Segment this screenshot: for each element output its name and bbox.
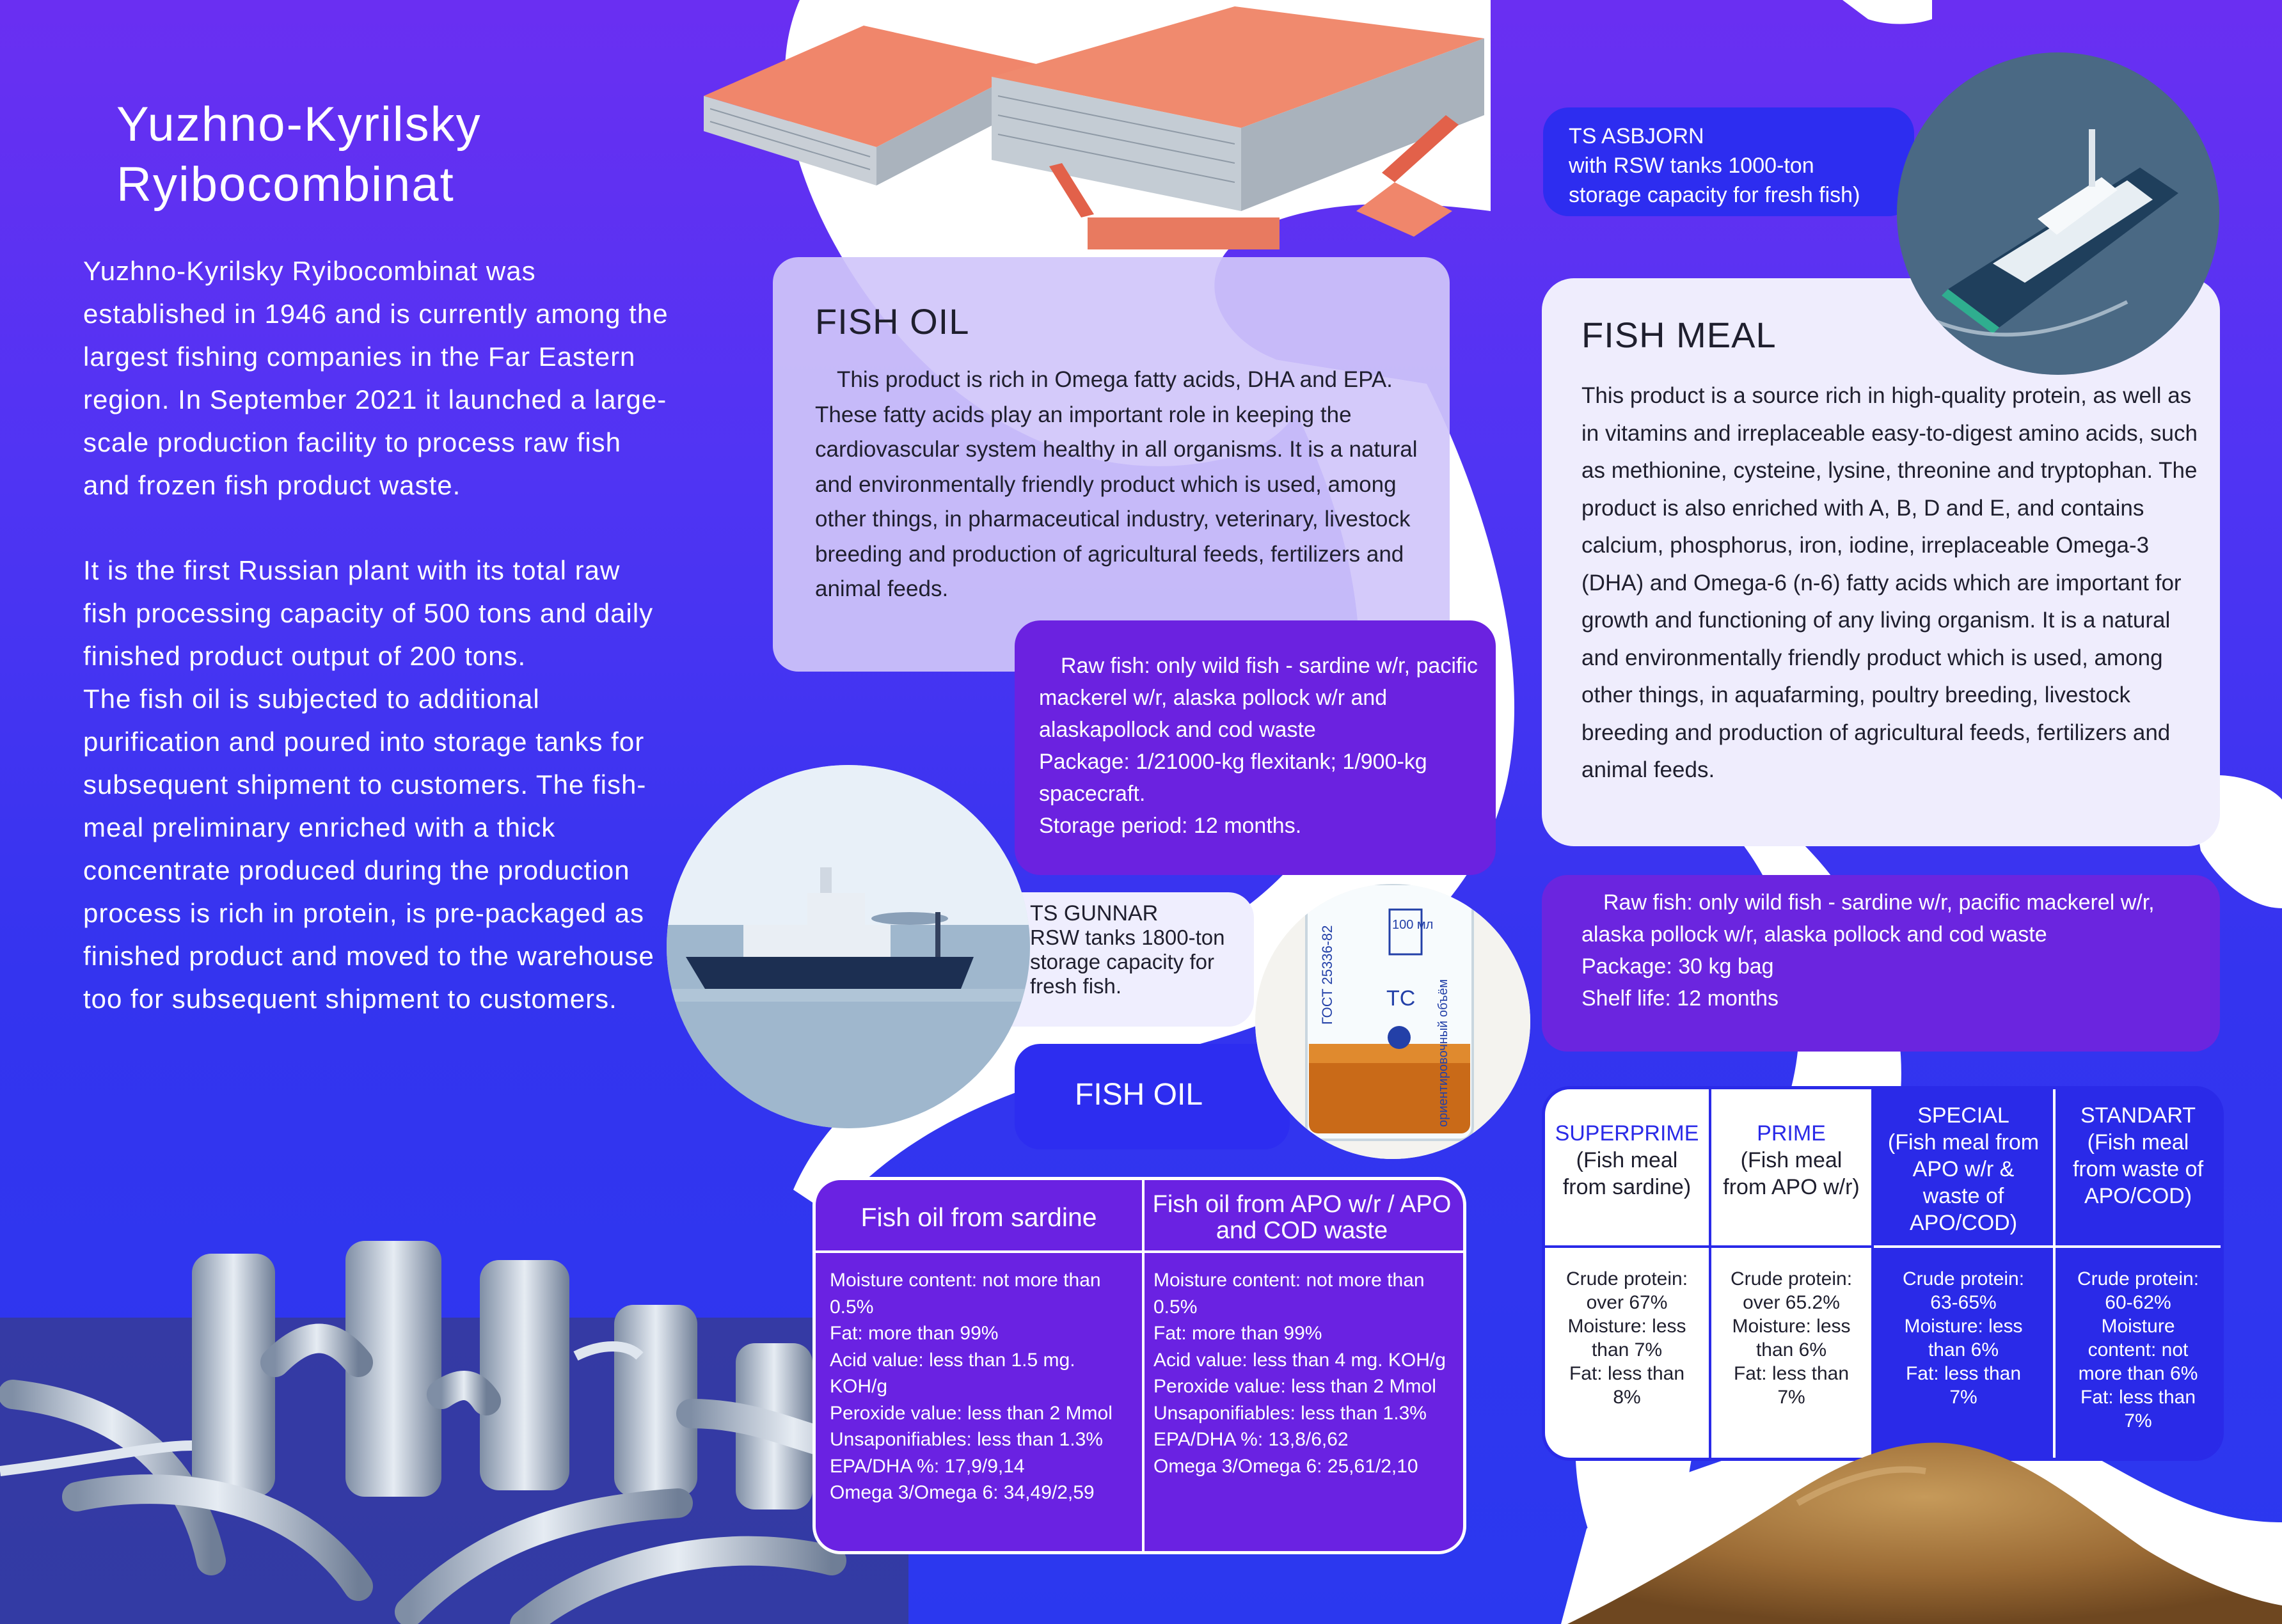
meal-table-cell-line: 63-65% bbox=[1930, 1292, 1997, 1313]
company-intro bbox=[83, 249, 672, 1020]
meal-grade-name: SUPERPRIME bbox=[1555, 1121, 1699, 1146]
oil-table-col1-line: Omega 3/Omega 6: 34,49/2,59 bbox=[830, 1482, 1095, 1503]
meal-table-cell-line: Fat: less than bbox=[1569, 1363, 1685, 1384]
oil-table-col1-line: Acid value: less than 1.5 mg. KOH/g bbox=[830, 1349, 1075, 1397]
asbjorn-name: TS ASBJORN bbox=[1569, 124, 1704, 148]
company-title-line2: Ryibocombinat bbox=[116, 157, 455, 212]
fish-meal-heading: FISH MEAL bbox=[1581, 315, 1777, 355]
meal-table-cell-line: 60-62% bbox=[2105, 1292, 2171, 1313]
fish-meal-raw-fish: Raw fish: only wild fish - sardine w/r, pacific mackerel w/r, alaska pollock w/r, alaska pollock and cod waste bbox=[1581, 890, 2155, 947]
ts-asbjorn-photo bbox=[1897, 52, 2219, 375]
company-title bbox=[116, 95, 564, 215]
meal-grade-name: PRIME bbox=[1757, 1121, 1826, 1146]
meal-table-cell-line: Moisture: less bbox=[1732, 1316, 1851, 1337]
oil-table-col2-line: Unsaponifiables: less than 1.3% bbox=[1153, 1402, 1427, 1424]
meal-table-header bbox=[1545, 1120, 1709, 1201]
fish-meal-pile-illustration bbox=[1567, 1394, 2282, 1624]
meal-table-cell-line: Crude protein: bbox=[1902, 1268, 2025, 1289]
asbjorn-line3: storage capacity for fresh fish) bbox=[1569, 183, 1860, 207]
meal-table-cell-line: Fat: less than bbox=[1905, 1363, 2022, 1384]
meal-grade-desc: (Fish meal from waste of APO/COD) bbox=[2072, 1130, 2204, 1208]
asbjorn-label-box bbox=[1543, 107, 1914, 216]
industrial-pipes-illustration bbox=[0, 1202, 908, 1624]
bottle-gost-text: ГОСТ 25336-82 bbox=[1319, 925, 1335, 1025]
meal-table-header bbox=[1874, 1102, 2053, 1236]
bottle-mark-text: TC bbox=[1386, 986, 1416, 1011]
meal-grade-desc: (Fish meal from sardine) bbox=[1562, 1148, 1692, 1199]
bottle-side-text: ориентировочный объём bbox=[1436, 979, 1450, 1127]
meal-grade-name: STANDART bbox=[2080, 1103, 2196, 1128]
meal-table-cell-line: Moisture bbox=[2101, 1316, 2175, 1337]
fish-oil-label-box bbox=[1015, 1044, 1290, 1149]
fish-oil-heading: FISH OIL bbox=[815, 301, 970, 342]
oil-table-col1-line: Fat: more than 99% bbox=[830, 1323, 999, 1344]
oil-table-col1-line: EPA/DHA %: 17,9/9,14 bbox=[830, 1455, 1025, 1477]
oil-table-col1-header: Fish oil from sardine bbox=[860, 1202, 1097, 1232]
meal-table-cell-line: more than 6% bbox=[2078, 1363, 2198, 1384]
meal-table-cell-line: than 7% bbox=[1591, 1339, 1663, 1360]
fish-oil-description: This product is rich in Omega fatty acids, DHA and EPA. These fatty acids play an important role in keeping the cardiovascular system healthy in all organisms. It is a natural and environmentally friendly product which is used, among other things, in pharmaceutical industry, veterinary, livestock breeding and production of agricultural feeds, fertilizers and animal feeds. bbox=[815, 367, 1418, 601]
meal-table-cell-line: over 65.2% bbox=[1743, 1292, 1840, 1313]
oil-table-col2-line: Omega 3/Omega 6: 25,61/2,10 bbox=[1153, 1455, 1418, 1477]
gunnar-name: TS GUNNAR bbox=[1030, 901, 1159, 926]
beaker-icon bbox=[1255, 884, 1530, 1159]
ship-gunnar-icon bbox=[667, 765, 1030, 1128]
ship-asbjorn-icon bbox=[1897, 52, 2219, 375]
intro-paragraph-1: Yuzhno-Kyrilsky Ryibocombinat was established in 1946 and is currently among the largest fishing companies in the Far Eastern region. In September 2021 it launched a large-scale production facility to process raw fish and frozen fish product waste. bbox=[83, 256, 669, 500]
meal-table-cell-line: 7% bbox=[2124, 1410, 2152, 1431]
oil-table-col2 bbox=[1153, 1267, 1461, 1479]
oil-table-col2-line: Acid value: less than 4 mg. KOH/g bbox=[1153, 1349, 1446, 1371]
meal-table-cell-line: content: not bbox=[2088, 1339, 2189, 1360]
fish-meal-shelf-life: Shelf life: 12 months bbox=[1581, 986, 1779, 1011]
fish-meal-description: This product is a source rich in high-quality protein, as well as in vitamins and irreplaceable easy-to-digest amino acids, such as methionine, cysteine, lysine, threonine and tryptophan. The product is also enriched with A, B, D and E, and contains calcium, phosphorus, iron, iodine, irreplaceable Omega-3 (DHA) and Omega-6 (n-6) fatty acids which are important for growth and functioning of any living organism. It is a natural and environmentally friendly product which is used, among other things, in aquafarming, poultry breeding, livestock breeding and production of agricultural feeds, fertilizers and animal feeds. bbox=[1581, 383, 2198, 782]
meal-table-cell bbox=[1874, 1267, 2053, 1409]
fish-meal-specs-box bbox=[1542, 875, 2220, 1052]
meal-table-cell-line: Fat: less than bbox=[1733, 1363, 1850, 1384]
meal-table-cell-line: Moisture: less bbox=[1904, 1316, 2023, 1337]
fish-oil-card bbox=[773, 257, 1450, 672]
gunnar-desc: RSW tanks 1800-ton storage capacity for fresh fish. bbox=[1030, 926, 1225, 998]
intro-paragraph-3: The fish oil is subjected to additional purification and poured into storage tanks for subsequent shipment to customers. The fish-meal preliminary enriched with a thick concentrate produced during the production process is rich in protein, is pre-packaged as finished product and moved to the warehouse too for subsequent shipment to customers. bbox=[83, 684, 654, 1014]
oil-table-col2-line: Moisture content: not more than 0.5% bbox=[1153, 1270, 1425, 1318]
meal-grade-desc: (Fish meal from APO w/r & waste of APO/COD) bbox=[1887, 1130, 2040, 1235]
meal-table-header bbox=[1711, 1120, 1871, 1201]
fish-meal-package: Package: 30 kg bag bbox=[1581, 954, 1774, 979]
meal-table-cell-line: 8% bbox=[1613, 1387, 1641, 1408]
oil-bottle-photo bbox=[1255, 884, 1530, 1159]
asbjorn-line2: with RSW tanks 1000-ton bbox=[1569, 154, 1814, 178]
meal-table-cell bbox=[1711, 1267, 1871, 1409]
fish-oil-package: Package: 1/21000-kg flexitank; 1/900-kg spacecraft. bbox=[1039, 750, 1427, 806]
fish-oil-raw-fish: Raw fish: only wild fish - sardine w/r, pacific mackerel w/r, alaska pollock w/r and alaskapollock and cod waste bbox=[1039, 654, 1478, 742]
meal-grade-desc: (Fish meal from APO w/r) bbox=[1723, 1148, 1860, 1199]
fish-oil-specs-box bbox=[1015, 620, 1496, 875]
fish-oil-label: FISH OIL bbox=[1075, 1078, 1203, 1112]
oil-table-col2-line: Peroxide value: less than 2 Mmol bbox=[1153, 1376, 1436, 1397]
meal-table-cell-line: 7% bbox=[1777, 1387, 1805, 1408]
company-title-line1: Yuzhno-Kyrilsky bbox=[116, 97, 482, 152]
meal-table-cell bbox=[1545, 1267, 1709, 1409]
ts-gunnar-photo bbox=[667, 765, 1030, 1128]
meal-table-cell-line: 7% bbox=[1949, 1387, 1977, 1408]
meal-table-cell-line: than 6% bbox=[1755, 1339, 1827, 1360]
factory-building-illustration bbox=[691, 0, 1491, 256]
intro-paragraph-2: It is the first Russian plant with its total raw fish processing capacity of 500 tons and daily finished product output of 200 tons. bbox=[83, 555, 654, 671]
bottle-volume-text: 100 мл bbox=[1392, 918, 1434, 932]
meal-grade-name: SPECIAL bbox=[1917, 1103, 2009, 1128]
oil-table-col1-line: Moisture content: not more than 0.5% bbox=[830, 1270, 1101, 1318]
meal-table-cell-line: than 6% bbox=[1928, 1339, 1999, 1360]
meal-table-cell-line: Moisture: less bbox=[1567, 1316, 1686, 1337]
fish-meal-card bbox=[1542, 278, 2220, 846]
fish-oil-table-box bbox=[812, 1177, 1466, 1554]
meal-table-cell-line: Crude protein: bbox=[1730, 1268, 1853, 1289]
oil-table-col1-line: Unsaponifiables: less than 1.3% bbox=[830, 1429, 1103, 1450]
meal-table-cell-line: Fat: less than bbox=[2080, 1387, 2196, 1408]
meal-table-cell-line: Crude protein: bbox=[2077, 1268, 2199, 1289]
fish-oil-storage: Storage period: 12 months. bbox=[1039, 814, 1302, 838]
oil-table-col2-line: Fat: more than 99% bbox=[1153, 1323, 1322, 1344]
oil-table-col1 bbox=[830, 1267, 1137, 1506]
oil-table-col2-line: EPA/DHA %: 13,8/6,62 bbox=[1153, 1429, 1349, 1450]
meal-table-cell-line: Crude protein: bbox=[1565, 1268, 1688, 1289]
meal-table-cell-line: over 67% bbox=[1586, 1292, 1668, 1313]
meal-table-header bbox=[2056, 1102, 2221, 1210]
oil-table-col1-line: Peroxide value: less than 2 Mmol bbox=[830, 1402, 1113, 1424]
oil-table-col2-header: Fish oil from APO w/r / APO and COD waste bbox=[1152, 1191, 1452, 1244]
